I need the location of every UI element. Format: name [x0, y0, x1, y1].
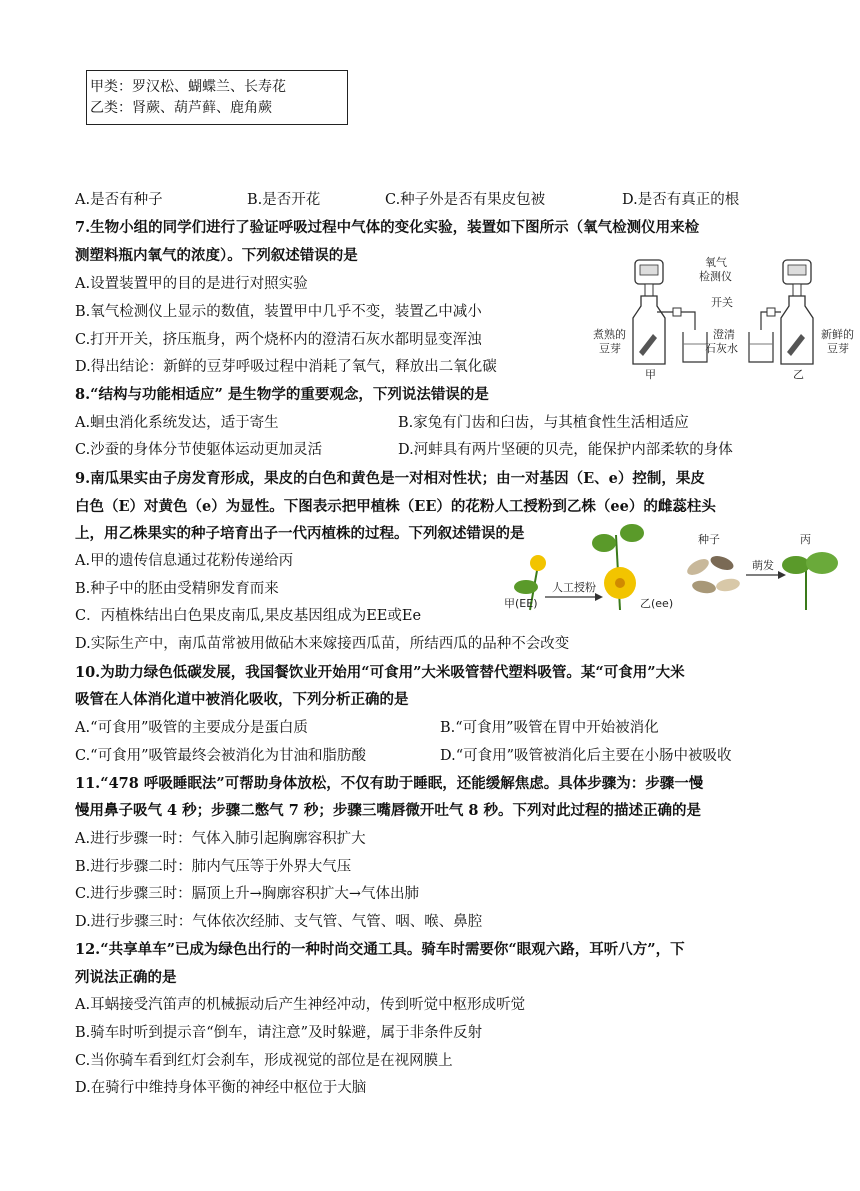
q9-option-b: B.种子中的胚由受精卵发育而来 — [75, 581, 279, 597]
q11-option-c: C.进行步骤三时：膈顶上升→胸廓容积扩大→气体出肺 — [75, 886, 419, 902]
q9-pollination-figure — [500, 515, 850, 615]
label-switch: 开关 — [711, 296, 733, 309]
switch-jia — [673, 308, 681, 316]
q10-options-cd — [75, 746, 732, 766]
label-cooked-2: 豆芽 — [599, 342, 621, 355]
box-line-1: 甲类：罗汉松、蝴蝶兰、长寿花 — [90, 79, 286, 95]
label-oxygen-2: 检测仪 — [699, 270, 732, 283]
box-line-2: 乙类：肾蕨、葫芦藓、鹿角蕨 — [90, 100, 272, 116]
q11-stem-2: 慢用鼻子吸气 4 秒；步骤二憋气 7 秒；步骤三嘴唇微开吐气 8 秒。下列对此过程的描述正确的是 — [75, 802, 702, 819]
label-oxygen-1: 氧气 — [705, 256, 727, 269]
q9-stem-1: 9.南瓜果实由子房发育形成，果皮的白色和黄色是一对相对性状；由一对基因（E、e）控制，果皮 — [75, 470, 705, 487]
q6-option-b: B.是否开花 — [247, 192, 321, 208]
q9-stem-3: 上，用乙株果实的种子培育出子一代丙植株的过程。下列叙述错误的是 — [75, 525, 525, 542]
q8-option-b: B.家兔有门齿和臼齿，与其植食性生活相适应 — [398, 415, 689, 431]
label-cooked-1: 煮熟的 — [593, 328, 626, 341]
q7-option-c: C.打开开关，挤压瓶身，两个烧杯内的澄清石灰水都明显变浑浊 — [75, 332, 482, 348]
seeds — [685, 553, 741, 595]
q6-option-a: A.是否有种子 — [75, 192, 163, 208]
label-fresh-2: 豆芽 — [827, 342, 849, 355]
q7-apparatus-figure — [565, 252, 855, 382]
q9-stem-2: 白色（E）对黄色（e）为显性。下图表示把甲植株（EE）的花粉人工授粉到乙株（ee）的雌蕊柱头 — [75, 498, 716, 515]
bottle-yi — [781, 260, 813, 364]
q12-stem-2: 列说法正确的是 — [75, 969, 177, 986]
label-germinate: 萌发 — [752, 559, 774, 572]
label-fresh-1: 新鲜的 — [821, 328, 854, 341]
q12-option-d: D.在骑行中维持身体平衡的神经中枢位于大脑 — [75, 1080, 367, 1096]
beaker-yi — [749, 332, 773, 362]
q12-option-b: B.骑车时听到提示音“倒车，请注意”及时躲避，属于非条件反射 — [75, 1025, 483, 1041]
q11-option-a: A.进行步骤一时：气体入肺引起胸廓容积扩大 — [75, 831, 366, 847]
q6-option-c: C.种子外是否有果皮包被 — [385, 192, 546, 208]
q6-option-d: D.是否有真正的根 — [622, 192, 740, 208]
q9-option-d: D.实际生产中，南瓜苗常被用做砧木来嫁接西瓜苗，所结西瓜的品种不会改变 — [75, 636, 570, 652]
q8-option-a: A.蛔虫消化系统发达，适于寄生 — [75, 415, 279, 431]
arrow-pollination-head — [595, 593, 603, 601]
q8-option-c: C.沙蚕的身体分节使躯体运动更加灵活 — [75, 442, 323, 458]
q11-option-d: D.进行步骤三时：气体依次经肺、支气管、气管、咽、喉、鼻腔 — [75, 914, 483, 930]
label-jia: 甲 — [645, 368, 656, 381]
q10-options-ab — [75, 718, 659, 738]
label-yi: 乙 — [793, 368, 804, 381]
q10-stem-2: 吸管在人体消化道中被消化吸收，下列分析正确的是 — [75, 691, 409, 708]
q9-option-a: A.甲的遗传信息通过花粉传递给丙 — [75, 553, 294, 569]
label-jia-ee: 甲(EE) — [504, 597, 538, 610]
label-lime-2: 石灰水 — [705, 342, 738, 355]
label-bing: 丙 — [800, 533, 811, 546]
label-yi-ee: 乙(ee) — [640, 597, 674, 610]
q7-stem-2: 测塑料瓶内氧气的浓度）。下列叙述错误的是 — [75, 247, 358, 264]
q10-option-d: D.“可食用”吸管被消化后主要在小肠中被吸收 — [440, 748, 732, 764]
classification-box — [86, 70, 348, 125]
arrow-germinate-head — [778, 571, 786, 579]
q8-options-cd — [75, 440, 733, 460]
label-pollination: 人工授粉 — [552, 581, 596, 594]
q10-option-a: A.“可食用”吸管的主要成分是蛋白质 — [75, 720, 308, 736]
q7-option-b: B.氧气检测仪上显示的数值，装置甲中几乎不变，装置乙中减小 — [75, 304, 482, 320]
q8-stem: 8.“结构与功能相适应” 是生物学的重要观念，下列说法错误的是 — [75, 386, 489, 403]
q10-option-c: C.“可食用”吸管最终会被消化为甘油和脂肪酸 — [75, 748, 367, 764]
label-seed: 种子 — [698, 533, 720, 546]
switch-yi — [767, 308, 775, 316]
q8-option-d: D.河蚌具有两片坚硬的贝壳，能保护内部柔软的身体 — [398, 442, 733, 458]
q7-stem-1: 7.生物小组的同学们进行了验证呼吸过程中气体的变化实验，装置如下图所示（氧气检测仪用来检 — [75, 219, 700, 236]
q12-stem-1: 12.“共享单车”已成为绿色出行的一种时尚交通工具。骑车时需要你“眼观六路，耳听八方”，下 — [75, 941, 685, 958]
q10-option-b: B.“可食用”吸管在胃中开始被消化 — [440, 720, 659, 736]
q7-option-a: A.设置装置甲的目的是进行对照实验 — [75, 276, 308, 292]
q12-option-c: C.当你骑车看到红灯会刹车，形成视觉的部位是在视网膜上 — [75, 1053, 453, 1069]
plant-bing — [782, 552, 838, 610]
beaker-jia — [683, 332, 707, 362]
q7-option-d: D.得出结论：新鲜的豆芽呼吸过程中消耗了氧气，释放出二氧化碳 — [75, 359, 497, 375]
label-lime-1: 澄清 — [713, 328, 735, 341]
q9-option-c: C．丙植株结出白色果皮南瓜,果皮基因组成为EE或Ee — [75, 608, 422, 624]
q11-option-b: B.进行步骤二时：肺内气压等于外界大气压 — [75, 859, 352, 875]
q11-stem-1: 11.“478 呼吸睡眠法”可帮助身体放松，不仅有助于睡眠，还能缓解焦虑。具体步骤为：步骤一慢 — [75, 775, 704, 792]
q10-stem-1: 10.为助力绿色低碳发展，我国餐饮业开始用“可食用”大米吸管替代塑料吸管。某“可食用”大米 — [75, 664, 685, 681]
q8-options-ab — [75, 413, 689, 433]
q12-option-a: A.耳蜗接受汽笛声的机械振动后产生神经冲动，传到听觉中枢形成听觉 — [75, 997, 526, 1013]
